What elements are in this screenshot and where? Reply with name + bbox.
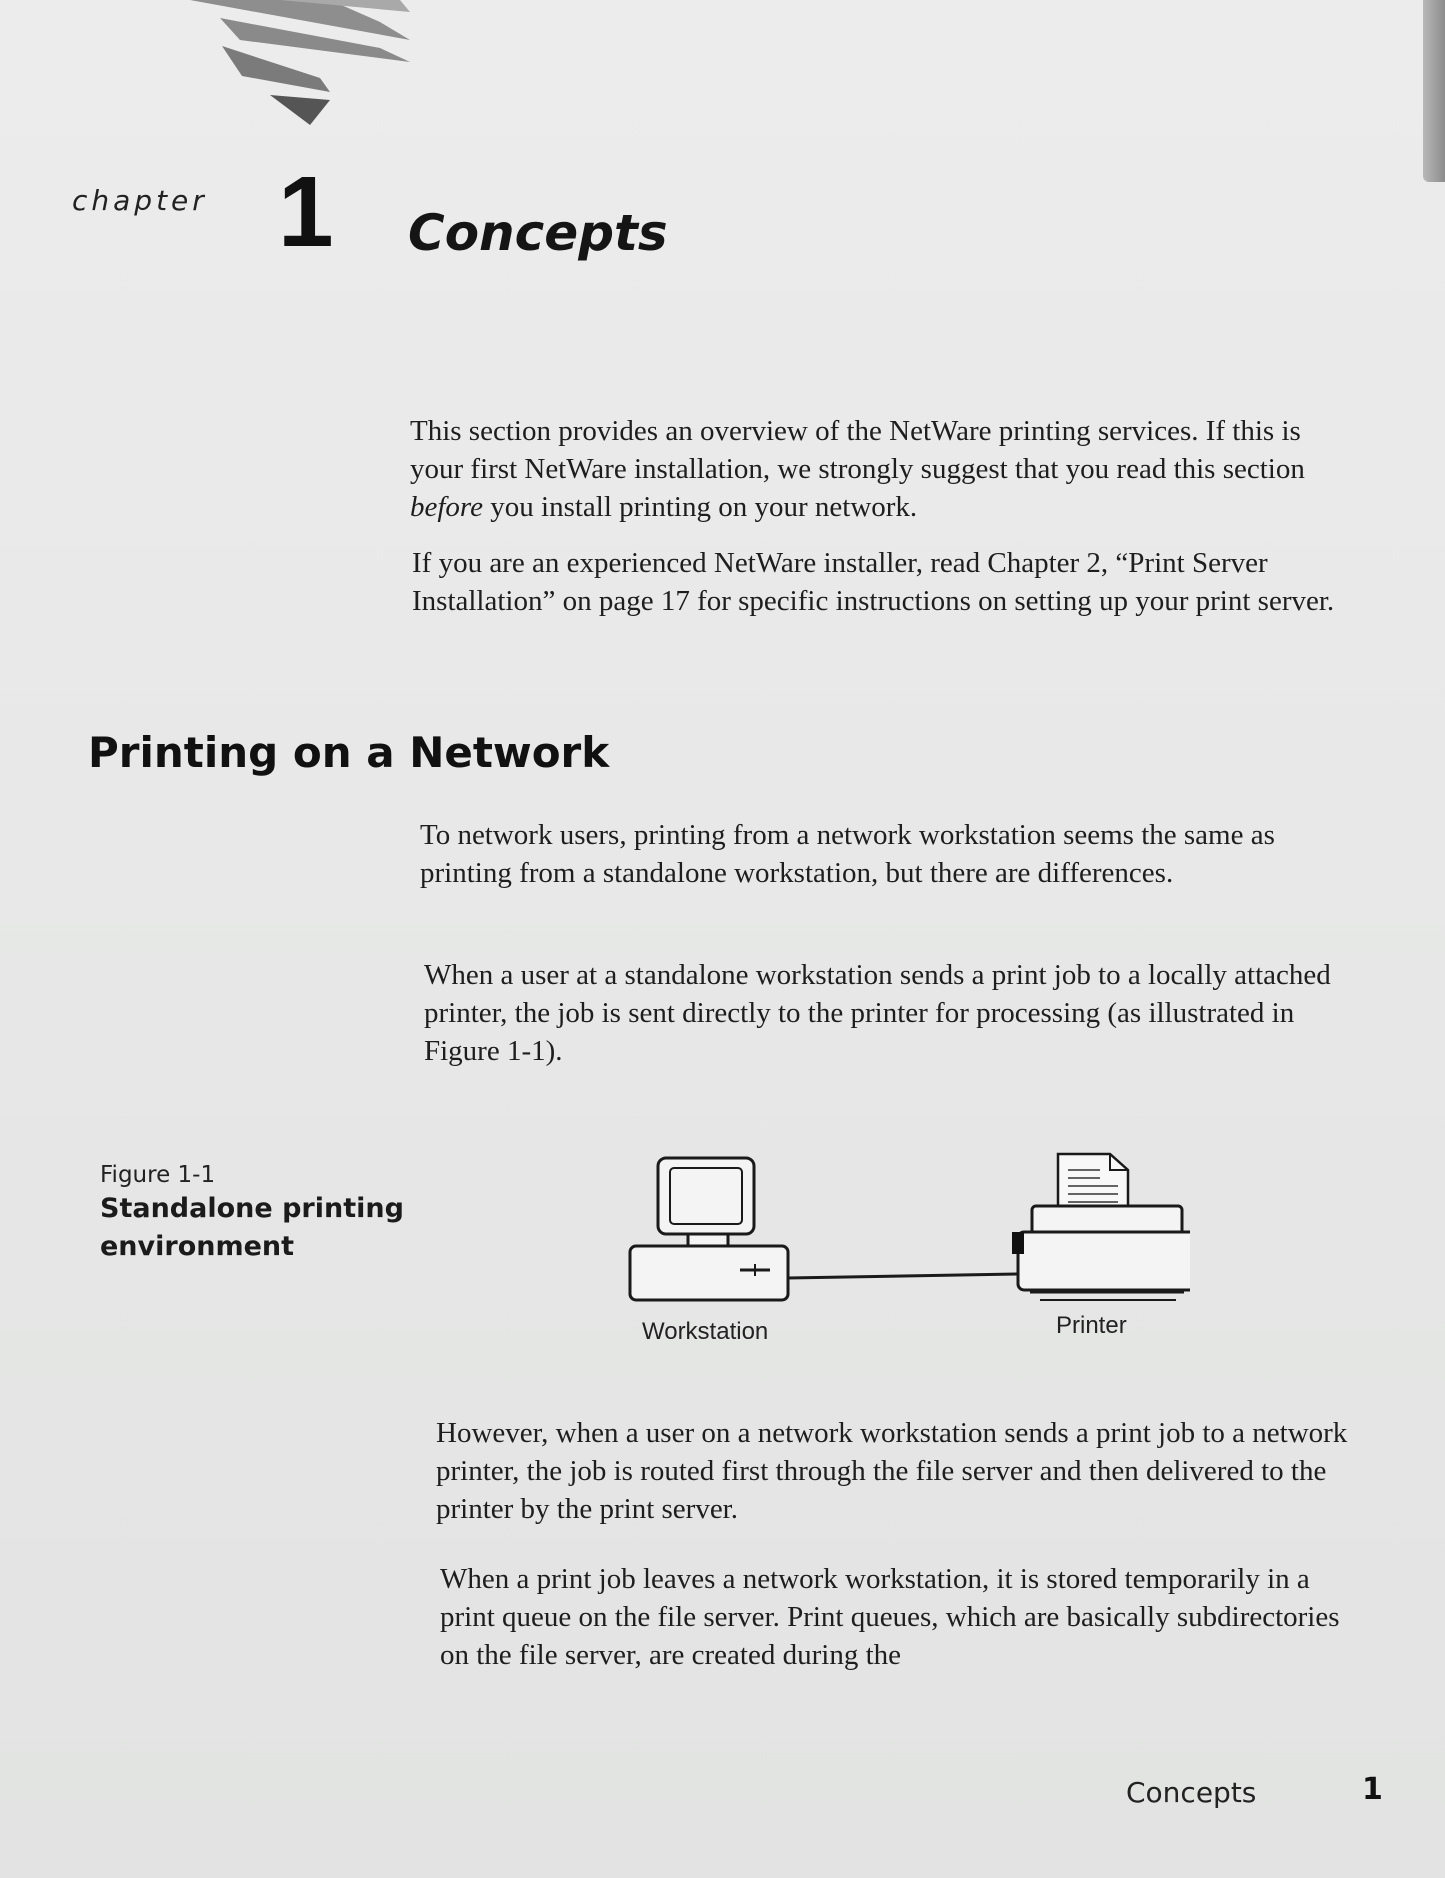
chapter-number: 1 <box>278 156 334 268</box>
footer-chapter-title: Concepts <box>1126 1776 1257 1809</box>
printer-illustration <box>1012 1154 1190 1300</box>
section-heading: Printing on a Network <box>88 728 610 777</box>
chapter-title: Concepts <box>408 204 668 262</box>
section-paragraph-4: When a print job leaves a network workstation, it is stored temporarily in a print queue on the file server. Print queues, which are basically subdirectories on the file server, are created during the <box>440 1563 1340 1671</box>
figure-number: Figure 1-1 <box>100 1162 216 1188</box>
page-number: 1 <box>1362 1772 1383 1807</box>
section-paragraph-1: To network users, printing from a network workstation seems the same as printing from a standalone workstation, but there are differences. <box>420 819 1275 889</box>
figure-title: Standalone printing environment <box>100 1193 404 1262</box>
intro-paragraph-1: This section provides an overview of the NetWare printing services. If this is your first NetWare installation, we strongly suggest that you read this section before you install printing on your network. <box>410 415 1305 523</box>
page-edge-tab <box>1423 0 1445 182</box>
workstation-label: Workstation <box>642 1318 769 1345</box>
intro-paragraph-2: If you are an experienced NetWare installer, read Chapter 2, “Print Server Installation” on page 17 for specific instructions on setting up your print server. <box>412 547 1335 617</box>
printer-label: Printer <box>1056 1312 1127 1339</box>
section-paragraph-2: When a user at a standalone workstation sends a print job to a locally attached printer, the job is sent directly to the printer for processing (as illustrated in Figure 1-1). <box>424 959 1331 1067</box>
connection-cable <box>788 1274 1020 1278</box>
emphasis-text: before <box>410 491 484 523</box>
workstation-illustration <box>630 1158 788 1300</box>
chapter-label: chapter <box>72 184 208 217</box>
section-paragraph-3: However, when a user on a network workstation sends a print job to a network printer, the job is routed first through the file server and then delivered to the printer by the print server. <box>436 1417 1348 1525</box>
chapter-stripes-decoration <box>180 0 430 130</box>
